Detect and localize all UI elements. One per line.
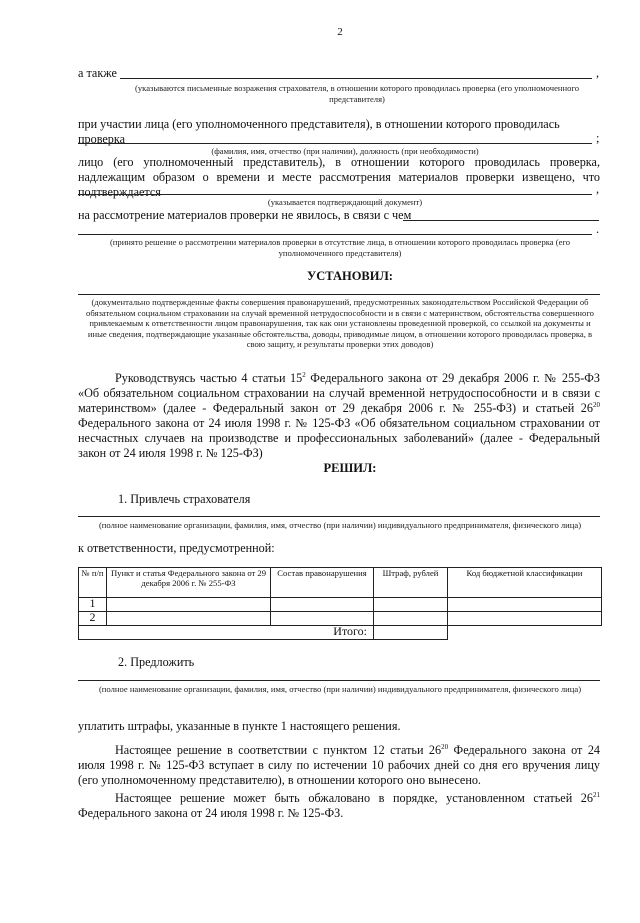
propose-caption: (полное наименование организации, фамилия, имя, отчество (при наличии) индивидуального предпринимателя, физического лица) xyxy=(98,684,582,694)
table-total-value xyxy=(374,626,448,640)
final-p1-part-2: Федерального закона от 24 июля 1998 г. № 125-ФЗ вступает в силу по истечении 10 рабочих дней со дня его вручения лицу (его уполномоченному представителю), в отношении которого оно вынесено. xyxy=(78,743,601,787)
absence-caption: (принято решение о рассмотрении материалов проверки в отсутствие лица, в отношении которого проводилась проверка (его уполномоченного представителя) xyxy=(109,237,571,258)
table-row-number: 2 xyxy=(79,612,107,626)
guided-sup-1: 2 xyxy=(302,370,306,379)
final-p2-part-1: Настоящее решение может быть обжаловано в порядке, установленном статьей 26 xyxy=(115,791,593,805)
notified-end-mark: , xyxy=(596,182,600,196)
also-label: а также xyxy=(78,66,117,80)
notified-text: лицо (его уполномоченный представитель), в отношении которого проводилась проверка, надлежащим образом о времени и месте рассмотрения материалов проверки извещено, что подтверждается xyxy=(78,155,600,199)
guided-paragraph xyxy=(78,371,600,461)
decided-caption-1: (полное наименование организации, фамилия, имя, отчество (при наличии) индивидуального предпринимателя, физического лица) xyxy=(98,520,582,530)
table-header-number: № п/п xyxy=(79,568,107,598)
absence-line-1 xyxy=(403,220,599,221)
table-header-fine: Штраф, рублей xyxy=(374,568,448,598)
table-header-article: Пункт и статья Федерального закона от 29 декабря 2006 г. № 255-ФЗ xyxy=(107,568,271,598)
table-header-row xyxy=(79,568,602,598)
table-cell xyxy=(107,598,271,612)
table-total-label: Итого: xyxy=(79,626,374,640)
participation-end-mark: ; xyxy=(596,131,600,145)
table-cell xyxy=(374,598,448,612)
absence-line-2 xyxy=(78,234,592,235)
guided-part-1: Руководствуясь частью 4 статьи 15 xyxy=(115,371,303,385)
decided-item-1: 1. Привлечь страхователя xyxy=(118,492,251,506)
table-cell xyxy=(374,612,448,626)
established-line xyxy=(78,294,600,295)
page-number: 2 xyxy=(337,26,343,38)
table-total-row xyxy=(79,626,602,640)
propose-item-2: 2. Предложить xyxy=(118,655,195,669)
absence-end-mark: . xyxy=(596,222,600,236)
table-header-kbk: Код бюджетной классификации xyxy=(448,568,602,598)
guided-sup-2: 20 xyxy=(593,400,600,409)
final-paragraph-1 xyxy=(78,743,600,788)
final-paragraph-2 xyxy=(78,791,600,821)
also-line xyxy=(120,78,592,79)
notified-caption: (указывается подтверждающий документ) xyxy=(267,197,423,207)
table-cell xyxy=(107,612,271,626)
table-cell xyxy=(271,598,374,612)
established-caption: (документально подтвержденные факты совершения правонарушений, предусмотренных законодательством Российской Федерации об обязательном социальном страховании на случай временной нетрудоспособности и в связи с материнством, обстоятельства совершенного привлекаемым к ответственности лицом правонарушения, так как они установлены проведенной проверкой, со ссылкой на документы и иные сведения, подтверждающие указанные обстоятельства, доводы, приводимые лицом, в отношении которого проводилась проверка, в свою защиту, и результаты проверки этих доводов) xyxy=(86,297,594,349)
table-row xyxy=(79,598,602,612)
decided-line-1 xyxy=(78,516,600,517)
notified-line xyxy=(78,194,592,195)
absence-text: на рассмотрение материалов проверки не явилось, в связи с чем xyxy=(78,208,412,222)
final-p1-part-1: Настоящее решение в соответствии с пунктом 12 статьи 26 xyxy=(115,743,442,757)
table-cell xyxy=(448,598,602,612)
participation-caption: (фамилия, имя, отчество (при наличии), должность (при необходимости) xyxy=(211,146,479,156)
also-caption: (указываются письменные возражения страхователя, в отношении которого проводилась проверка (его уполномоченного представителя) xyxy=(134,83,579,104)
table-row-number: 1 xyxy=(79,598,107,612)
final-p1-sup: 20 xyxy=(441,742,449,751)
decided-heading: РЕШИЛ: xyxy=(323,461,377,475)
decided-liability: к ответственности, предусмотренной: xyxy=(78,541,275,555)
propose-line xyxy=(78,680,600,681)
also-end-mark: , xyxy=(596,66,600,80)
guided-part-2: Федерального закона от 29 декабря 2006 г. № 255-ФЗ «Об обязательном социальном страховании на случай временной нетрудоспособности и в связи с материнством» (далее - Федеральный закон от 29 декабря 2006 г. № 255-ФЗ) и статьей 26 xyxy=(78,371,601,415)
guided-part-3: Федерального закона от 24 июля 1998 г. № 125-ФЗ «Об обязательном социальном страховании от несчастных случаев на производстве и профессиональных заболеваний» (далее - Федеральный закон от 24 июля 1998 г. № 125-ФЗ) xyxy=(78,416,600,460)
propose-pay: уплатить штрафы, указанные в пункте 1 настоящего решения. xyxy=(78,719,401,733)
table-cell xyxy=(448,612,602,626)
final-p2-part-2: Федерального закона от 24 июля 1998 г. № 125-ФЗ. xyxy=(78,806,344,820)
table-total-empty xyxy=(448,626,602,640)
participation-line xyxy=(78,143,592,144)
final-p2-sup: 21 xyxy=(593,790,600,799)
table-header-composition: Состав правонарушения xyxy=(271,568,374,598)
participation-text: при участии лица (его уполномоченного представителя), в отношении которого проводилась проверка xyxy=(78,117,560,146)
established-heading: УСТАНОВИЛ: xyxy=(307,269,393,283)
fines-table xyxy=(78,567,602,640)
